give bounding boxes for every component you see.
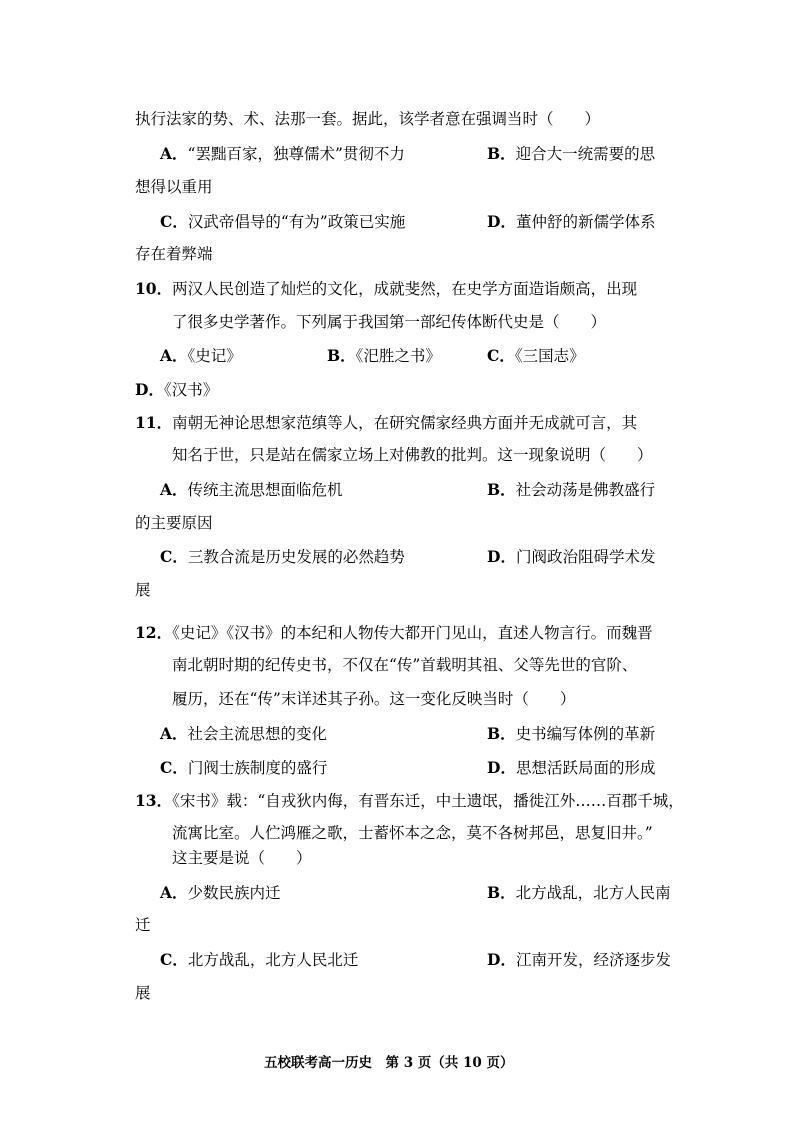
- q13-option-b-label: B．: [487, 883, 516, 902]
- q13-option-c-text: 北方战乱，北方人民北迁: [187, 951, 359, 969]
- q11-number: 11．: [135, 413, 173, 432]
- q13-option-d-cont: 展: [135, 984, 151, 1002]
- q10-option-d: [135, 382, 218, 399]
- q10-option-c-text: 《三国志》: [514, 347, 585, 365]
- q9-option-a-text: “罢黜百家，独尊儒术”贯彻不力: [187, 145, 405, 163]
- q12-stem-line2: 南北朝时期的纪传史书，不仅在“传”首载明其祖、父等先世的官阶、: [172, 656, 638, 674]
- q12-stem-line1: [135, 625, 653, 642]
- q10-option-d-text: 《汉书》: [163, 381, 219, 399]
- q13-option-c: [160, 952, 358, 969]
- q10-option-b: [327, 348, 441, 365]
- q9-option-c-text: 汉武帝倡导的“有为”政策已实施: [187, 213, 406, 231]
- q11-option-d-cont: 展: [135, 581, 151, 599]
- q12-number: 12．: [135, 623, 173, 642]
- q12-option-c-label: C．: [160, 758, 188, 777]
- q10-option-b-label: B．: [327, 346, 356, 365]
- q11-option-d: [487, 549, 655, 566]
- q9-stem-cont: 执行法家的势、术、法那一套。据此，该学者意在强调当时（ ）: [135, 110, 601, 128]
- q11-option-c-label: C．: [160, 547, 188, 566]
- q11-option-a-label: A．: [160, 480, 188, 499]
- q13-option-c-label: C．: [160, 950, 188, 969]
- q11-option-d-text: 门阀政治阻碍学术发: [515, 548, 656, 566]
- q11-option-c: [160, 549, 405, 566]
- q11-option-c-text: 三教合流是历史发展的必然趋势: [187, 548, 405, 566]
- q11-stem-text1: 南朝无神论思想家范缜等人，在研究儒家经典方面并无成就可言，其: [172, 414, 638, 432]
- q9-option-c-label: C．: [160, 212, 188, 231]
- q12-option-c: [160, 760, 327, 777]
- q9-option-b: [487, 146, 655, 163]
- q11-option-b-cont: 的主要原因: [135, 514, 213, 532]
- q10-number: 10．: [135, 279, 173, 298]
- q12-option-a-label: A．: [160, 724, 188, 743]
- q12-option-a-text: 社会主流思想的变化: [187, 725, 328, 743]
- q12-option-d: [487, 760, 655, 777]
- q11-option-b: [487, 482, 655, 499]
- q12-option-d-text: 思想活跃局面的形成: [515, 759, 656, 777]
- q10-option-a-label: A．: [160, 346, 188, 365]
- q9-option-b-text: 迎合大一统需要的思: [515, 145, 656, 163]
- q13-number: 13．: [135, 791, 173, 810]
- q12-option-b-label: B．: [487, 724, 516, 743]
- q9-option-b-cont: 想得以重用: [135, 178, 213, 196]
- q13-option-a-label: A．: [160, 883, 188, 902]
- q10-option-c-label: C．: [487, 346, 515, 365]
- q10-option-b-text: 《汜胜之书》: [355, 347, 441, 365]
- q10-option-a-text: 《史记》: [187, 347, 242, 365]
- q13-option-b: [487, 885, 671, 902]
- q13-option-a-text: 少数民族内迁: [187, 884, 281, 902]
- q11-stem-line1: [135, 415, 637, 432]
- q12-option-d-label: D．: [487, 758, 516, 777]
- q13-option-b-text: 北方战乱，北方人民南: [515, 884, 671, 902]
- q12-option-b: [487, 726, 655, 743]
- q9-option-b-label: B．: [487, 144, 516, 163]
- q10-stem-line1: [135, 281, 637, 298]
- q9-option-d-cont: 存在着弊端: [135, 245, 213, 263]
- q10-stem-line2: 了很多史学著作。下列属于我国第一部纪传体断代史是（ ）: [172, 313, 607, 331]
- q13-stem-line2: 流寓比室。人伫鸿雁之歌，士蓄怀本之念，莫不各树邦邑，思复旧井。”: [172, 824, 653, 842]
- q11-option-a: [160, 482, 343, 499]
- q11-option-d-label: D．: [487, 547, 516, 566]
- q11-option-b-label: B．: [487, 480, 516, 499]
- q12-option-a: [160, 726, 327, 743]
- page-footer: 五校联考高一历史 第 3 页（共 10 页）: [264, 1055, 514, 1071]
- q13-option-b-cont: 迁: [135, 916, 151, 934]
- q13-option-d-text: 江南开发，经济逐步发: [515, 951, 671, 969]
- q12-stem-line3: 履历，还在“传”末详述其子孙。这一变化反映当时（ ）: [172, 690, 576, 708]
- q9-option-d-text: 董仲舒的新儒学体系: [515, 213, 656, 231]
- q13-stem-line3: 这主要是说（ ）: [172, 849, 312, 867]
- q11-option-a-text: 传统主流思想面临危机: [187, 481, 343, 499]
- q9-option-d: [487, 214, 655, 231]
- q12-option-c-text: 门阀士族制度的盛行: [187, 759, 328, 777]
- q12-stem-text1: 《史记》《汉书》的本纪和人物传大都开门见山，直述人物言行。而魏晋: [172, 624, 653, 642]
- q13-option-a: [160, 885, 281, 902]
- q10-option-c: [487, 348, 585, 365]
- q10-option-d-label: D．: [135, 380, 164, 399]
- q13-option-d: [487, 952, 671, 969]
- q9-option-a-label: A．: [160, 144, 188, 163]
- q13-stem-text1: 《宋书》载：“自戎狄内侮，有晋东迁，中土遗氓，播徙江外……百郡千城，: [172, 792, 684, 810]
- q10-stem-text1: 两汉人民创造了灿烂的文化，成就斐然，在史学方面造诣颇高，出现: [172, 280, 638, 298]
- q13-option-d-label: D．: [487, 950, 516, 969]
- q9-option-a: [160, 146, 405, 163]
- q10-option-a: [160, 348, 242, 365]
- q9-option-c: [160, 214, 405, 231]
- q11-option-b-text: 社会动荡是佛教盛行: [515, 481, 656, 499]
- q11-stem-line2: 知名于世，只是站在儒家立场上对佛教的批判。这一现象说明（ ）: [172, 446, 653, 464]
- q12-option-b-text: 史书编写体例的革新: [515, 725, 656, 743]
- q13-stem-line1: [135, 793, 684, 810]
- q9-option-d-label: D．: [487, 212, 516, 231]
